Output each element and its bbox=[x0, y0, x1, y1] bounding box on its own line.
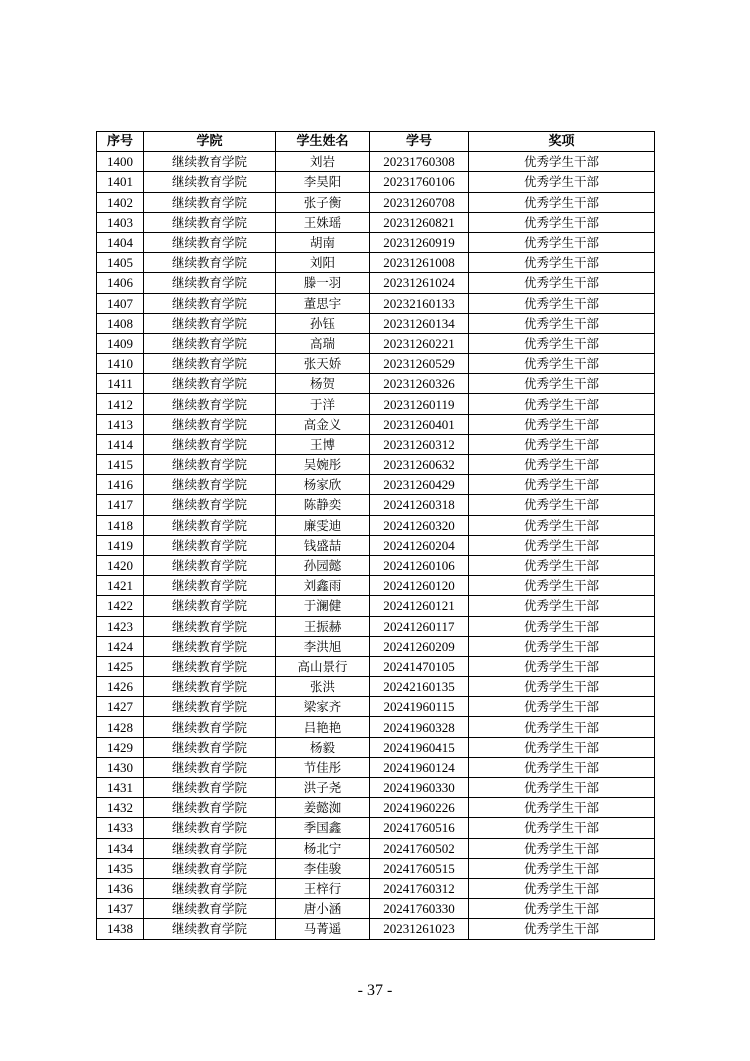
cell-award: 优秀学生干部 bbox=[469, 354, 655, 374]
cell-student-name: 王姝瑶 bbox=[276, 212, 370, 232]
cell-student-id: 20231261023 bbox=[370, 919, 469, 939]
cell-award: 优秀学生干部 bbox=[469, 818, 655, 838]
table-row bbox=[97, 192, 655, 212]
cell-student-id: 20231760308 bbox=[370, 152, 469, 172]
cell-award: 优秀学生干部 bbox=[469, 878, 655, 898]
cell-student-name: 李洪旭 bbox=[276, 636, 370, 656]
cell-index: 1408 bbox=[97, 313, 144, 333]
cell-award: 优秀学生干部 bbox=[469, 394, 655, 414]
cell-index: 1418 bbox=[97, 515, 144, 535]
cell-student-id: 20241260120 bbox=[370, 576, 469, 596]
cell-award: 优秀学生干部 bbox=[469, 273, 655, 293]
cell-student-id: 20241960124 bbox=[370, 757, 469, 777]
table-row bbox=[97, 394, 655, 414]
cell-award: 优秀学生干部 bbox=[469, 455, 655, 475]
cell-student-id: 20231260326 bbox=[370, 374, 469, 394]
cell-index: 1426 bbox=[97, 677, 144, 697]
cell-student-id: 20241760515 bbox=[370, 858, 469, 878]
cell-award: 优秀学生干部 bbox=[469, 475, 655, 495]
cell-student-id: 20231261008 bbox=[370, 253, 469, 273]
table-row bbox=[97, 172, 655, 192]
award-table bbox=[96, 131, 655, 940]
table-row bbox=[97, 273, 655, 293]
cell-student-id: 20231261024 bbox=[370, 273, 469, 293]
cell-student-id: 20231260312 bbox=[370, 434, 469, 454]
cell-student-id: 20241760312 bbox=[370, 878, 469, 898]
cell-student-id: 20231260401 bbox=[370, 414, 469, 434]
cell-student-name: 高金义 bbox=[276, 414, 370, 434]
cell-award: 优秀学生干部 bbox=[469, 778, 655, 798]
cell-award: 优秀学生干部 bbox=[469, 838, 655, 858]
cell-student-name: 于洋 bbox=[276, 394, 370, 414]
cell-college: 继续教育学院 bbox=[144, 677, 276, 697]
cell-student-name: 王振赫 bbox=[276, 616, 370, 636]
cell-index: 1410 bbox=[97, 354, 144, 374]
cell-student-id: 20241760330 bbox=[370, 899, 469, 919]
cell-student-id: 20241260320 bbox=[370, 515, 469, 535]
cell-index: 1401 bbox=[97, 172, 144, 192]
table-row bbox=[97, 253, 655, 273]
cell-index: 1431 bbox=[97, 778, 144, 798]
cell-student-name: 梁家齐 bbox=[276, 697, 370, 717]
cell-college: 继续教育学院 bbox=[144, 152, 276, 172]
table-row bbox=[97, 757, 655, 777]
cell-student-id: 20241260204 bbox=[370, 535, 469, 555]
cell-student-id: 20241960330 bbox=[370, 778, 469, 798]
table-row bbox=[97, 374, 655, 394]
cell-student-id: 20231260919 bbox=[370, 232, 469, 252]
cell-student-id: 20241260106 bbox=[370, 555, 469, 575]
cell-college: 继续教育学院 bbox=[144, 293, 276, 313]
cell-college: 继续教育学院 bbox=[144, 374, 276, 394]
cell-student-name: 吴婉彤 bbox=[276, 455, 370, 475]
cell-student-id: 20241260209 bbox=[370, 636, 469, 656]
cell-award: 优秀学生干部 bbox=[469, 515, 655, 535]
cell-award: 优秀学生干部 bbox=[469, 293, 655, 313]
cell-college: 继续教育学院 bbox=[144, 394, 276, 414]
cell-college: 继续教育学院 bbox=[144, 818, 276, 838]
cell-student-id: 20241960226 bbox=[370, 798, 469, 818]
cell-student-id: 20241260318 bbox=[370, 495, 469, 515]
cell-student-name: 高山景行 bbox=[276, 656, 370, 676]
cell-index: 1404 bbox=[97, 232, 144, 252]
cell-student-name: 杨北宁 bbox=[276, 838, 370, 858]
table-row bbox=[97, 232, 655, 252]
cell-award: 优秀学生干部 bbox=[469, 596, 655, 616]
table-row bbox=[97, 495, 655, 515]
cell-award: 优秀学生干部 bbox=[469, 798, 655, 818]
table-row bbox=[97, 697, 655, 717]
cell-award: 优秀学生干部 bbox=[469, 697, 655, 717]
cell-index: 1434 bbox=[97, 838, 144, 858]
cell-student-name: 孙园懿 bbox=[276, 555, 370, 575]
cell-college: 继续教育学院 bbox=[144, 878, 276, 898]
header-award: 奖项 bbox=[469, 132, 655, 152]
cell-index: 1429 bbox=[97, 737, 144, 757]
cell-award: 优秀学生干部 bbox=[469, 414, 655, 434]
cell-index: 1402 bbox=[97, 192, 144, 212]
cell-award: 优秀学生干部 bbox=[469, 899, 655, 919]
cell-student-name: 姜懿洳 bbox=[276, 798, 370, 818]
cell-student-id: 20242160135 bbox=[370, 677, 469, 697]
table-row bbox=[97, 677, 655, 697]
cell-student-name: 陈静奕 bbox=[276, 495, 370, 515]
cell-college: 继续教育学院 bbox=[144, 757, 276, 777]
cell-college: 继续教育学院 bbox=[144, 899, 276, 919]
cell-student-name: 杨贺 bbox=[276, 374, 370, 394]
cell-college: 继续教育学院 bbox=[144, 737, 276, 757]
cell-student-name: 董思宇 bbox=[276, 293, 370, 313]
table-row bbox=[97, 475, 655, 495]
table-row bbox=[97, 555, 655, 575]
cell-student-id: 20231260632 bbox=[370, 455, 469, 475]
cell-index: 1421 bbox=[97, 576, 144, 596]
table-row bbox=[97, 636, 655, 656]
cell-student-id: 20241960415 bbox=[370, 737, 469, 757]
cell-student-name: 廉雯迪 bbox=[276, 515, 370, 535]
cell-college: 继续教育学院 bbox=[144, 515, 276, 535]
cell-student-name: 季国鑫 bbox=[276, 818, 370, 838]
table-row bbox=[97, 858, 655, 878]
cell-student-id: 20231260529 bbox=[370, 354, 469, 374]
cell-college: 继续教育学院 bbox=[144, 778, 276, 798]
cell-college: 继续教育学院 bbox=[144, 838, 276, 858]
cell-student-name: 唐小涵 bbox=[276, 899, 370, 919]
cell-college: 继续教育学院 bbox=[144, 616, 276, 636]
cell-college: 继续教育学院 bbox=[144, 576, 276, 596]
cell-award: 优秀学生干部 bbox=[469, 152, 655, 172]
cell-college: 继续教育学院 bbox=[144, 535, 276, 555]
cell-college: 继续教育学院 bbox=[144, 495, 276, 515]
cell-index: 1422 bbox=[97, 596, 144, 616]
cell-award: 优秀学生干部 bbox=[469, 616, 655, 636]
cell-index: 1413 bbox=[97, 414, 144, 434]
cell-college: 继续教育学院 bbox=[144, 717, 276, 737]
cell-student-name: 于澜健 bbox=[276, 596, 370, 616]
cell-award: 优秀学生干部 bbox=[469, 656, 655, 676]
cell-index: 1438 bbox=[97, 919, 144, 939]
cell-award: 优秀学生干部 bbox=[469, 737, 655, 757]
cell-award: 优秀学生干部 bbox=[469, 434, 655, 454]
cell-index: 1423 bbox=[97, 616, 144, 636]
cell-college: 继续教育学院 bbox=[144, 192, 276, 212]
table-row bbox=[97, 737, 655, 757]
cell-student-name: 马菁遥 bbox=[276, 919, 370, 939]
cell-student-name: 胡南 bbox=[276, 232, 370, 252]
cell-student-name: 张天娇 bbox=[276, 354, 370, 374]
cell-college: 继续教育学院 bbox=[144, 555, 276, 575]
cell-index: 1428 bbox=[97, 717, 144, 737]
table-row bbox=[97, 152, 655, 172]
cell-student-name: 钱盛喆 bbox=[276, 535, 370, 555]
cell-college: 继续教育学院 bbox=[144, 253, 276, 273]
cell-award: 优秀学生干部 bbox=[469, 919, 655, 939]
cell-index: 1437 bbox=[97, 899, 144, 919]
table-row bbox=[97, 899, 655, 919]
cell-award: 优秀学生干部 bbox=[469, 313, 655, 333]
cell-student-name: 高瑞 bbox=[276, 333, 370, 353]
cell-student-id: 20231260134 bbox=[370, 313, 469, 333]
table-row bbox=[97, 576, 655, 596]
table-row bbox=[97, 313, 655, 333]
cell-student-name: 李昊阳 bbox=[276, 172, 370, 192]
cell-award: 优秀学生干部 bbox=[469, 333, 655, 353]
table-row bbox=[97, 717, 655, 737]
table-row bbox=[97, 333, 655, 353]
cell-college: 继续教育学院 bbox=[144, 858, 276, 878]
header-index: 序号 bbox=[97, 132, 144, 152]
table-row bbox=[97, 414, 655, 434]
cell-index: 1415 bbox=[97, 455, 144, 475]
cell-college: 继续教育学院 bbox=[144, 273, 276, 293]
cell-student-name: 杨家欣 bbox=[276, 475, 370, 495]
cell-college: 继续教育学院 bbox=[144, 656, 276, 676]
cell-college: 继续教育学院 bbox=[144, 919, 276, 939]
cell-student-name: 杨毅 bbox=[276, 737, 370, 757]
cell-award: 优秀学生干部 bbox=[469, 212, 655, 232]
table-row bbox=[97, 596, 655, 616]
cell-student-id: 20241960328 bbox=[370, 717, 469, 737]
cell-award: 优秀学生干部 bbox=[469, 374, 655, 394]
cell-college: 继续教育学院 bbox=[144, 212, 276, 232]
table-row bbox=[97, 656, 655, 676]
cell-award: 优秀学生干部 bbox=[469, 576, 655, 596]
table-body bbox=[97, 152, 655, 939]
cell-student-name: 张洪 bbox=[276, 677, 370, 697]
cell-index: 1436 bbox=[97, 878, 144, 898]
cell-student-id: 20241470105 bbox=[370, 656, 469, 676]
table-row bbox=[97, 293, 655, 313]
cell-index: 1414 bbox=[97, 434, 144, 454]
table-row bbox=[97, 455, 655, 475]
cell-student-name: 王博 bbox=[276, 434, 370, 454]
cell-award: 优秀学生干部 bbox=[469, 232, 655, 252]
cell-college: 继续教育学院 bbox=[144, 172, 276, 192]
cell-student-id: 20241760516 bbox=[370, 818, 469, 838]
cell-student-name: 刘鑫雨 bbox=[276, 576, 370, 596]
cell-award: 优秀学生干部 bbox=[469, 555, 655, 575]
cell-index: 1425 bbox=[97, 656, 144, 676]
cell-college: 继续教育学院 bbox=[144, 434, 276, 454]
cell-student-name: 张子衡 bbox=[276, 192, 370, 212]
cell-college: 继续教育学院 bbox=[144, 475, 276, 495]
cell-student-name: 李佳骏 bbox=[276, 858, 370, 878]
cell-award: 优秀学生干部 bbox=[469, 192, 655, 212]
cell-index: 1400 bbox=[97, 152, 144, 172]
cell-college: 继续教育学院 bbox=[144, 697, 276, 717]
cell-index: 1407 bbox=[97, 293, 144, 313]
cell-student-name: 滕一羽 bbox=[276, 273, 370, 293]
cell-award: 优秀学生干部 bbox=[469, 677, 655, 697]
cell-index: 1406 bbox=[97, 273, 144, 293]
cell-student-id: 20231260708 bbox=[370, 192, 469, 212]
table-header-row bbox=[97, 132, 655, 152]
table-row bbox=[97, 535, 655, 555]
cell-student-id: 20231260119 bbox=[370, 394, 469, 414]
cell-award: 优秀学生干部 bbox=[469, 757, 655, 777]
cell-award: 优秀学生干部 bbox=[469, 636, 655, 656]
cell-student-id: 20241960115 bbox=[370, 697, 469, 717]
table-row bbox=[97, 919, 655, 939]
page-number: - 37 - bbox=[357, 982, 393, 999]
cell-award: 优秀学生干部 bbox=[469, 717, 655, 737]
cell-award: 优秀学生干部 bbox=[469, 495, 655, 515]
cell-college: 继续教育学院 bbox=[144, 333, 276, 353]
cell-college: 继续教育学院 bbox=[144, 596, 276, 616]
cell-index: 1420 bbox=[97, 555, 144, 575]
table-row bbox=[97, 515, 655, 535]
table-row bbox=[97, 838, 655, 858]
header-college: 学院 bbox=[144, 132, 276, 152]
table-row bbox=[97, 798, 655, 818]
cell-index: 1433 bbox=[97, 818, 144, 838]
cell-student-id: 20231260429 bbox=[370, 475, 469, 495]
cell-index: 1411 bbox=[97, 374, 144, 394]
cell-award: 优秀学生干部 bbox=[469, 535, 655, 555]
cell-student-id: 20241760502 bbox=[370, 838, 469, 858]
cell-student-name: 刘阳 bbox=[276, 253, 370, 273]
cell-index: 1419 bbox=[97, 535, 144, 555]
cell-index: 1435 bbox=[97, 858, 144, 878]
cell-college: 继续教育学院 bbox=[144, 232, 276, 252]
cell-student-name: 刘岩 bbox=[276, 152, 370, 172]
header-student-name: 学生姓名 bbox=[276, 132, 370, 152]
table-row bbox=[97, 818, 655, 838]
cell-college: 继续教育学院 bbox=[144, 455, 276, 475]
cell-college: 继续教育学院 bbox=[144, 798, 276, 818]
cell-student-id: 20231260221 bbox=[370, 333, 469, 353]
table-row bbox=[97, 616, 655, 636]
cell-index: 1432 bbox=[97, 798, 144, 818]
cell-index: 1427 bbox=[97, 697, 144, 717]
cell-index: 1430 bbox=[97, 757, 144, 777]
cell-student-name: 孙钰 bbox=[276, 313, 370, 333]
cell-college: 继续教育学院 bbox=[144, 313, 276, 333]
table-row bbox=[97, 434, 655, 454]
cell-index: 1416 bbox=[97, 475, 144, 495]
cell-index: 1403 bbox=[97, 212, 144, 232]
table-row bbox=[97, 212, 655, 232]
cell-student-id: 20231760106 bbox=[370, 172, 469, 192]
cell-college: 继续教育学院 bbox=[144, 414, 276, 434]
cell-student-id: 20241260121 bbox=[370, 596, 469, 616]
cell-college: 继续教育学院 bbox=[144, 636, 276, 656]
table-row bbox=[97, 778, 655, 798]
cell-award: 优秀学生干部 bbox=[469, 253, 655, 273]
cell-index: 1424 bbox=[97, 636, 144, 656]
cell-student-name: 王梓行 bbox=[276, 878, 370, 898]
cell-index: 1417 bbox=[97, 495, 144, 515]
cell-student-id: 20231260821 bbox=[370, 212, 469, 232]
table-row bbox=[97, 878, 655, 898]
cell-student-name: 节佳彤 bbox=[276, 757, 370, 777]
cell-student-name: 洪子尧 bbox=[276, 778, 370, 798]
header-student-id: 学号 bbox=[370, 132, 469, 152]
cell-student-id: 20232160133 bbox=[370, 293, 469, 313]
cell-index: 1405 bbox=[97, 253, 144, 273]
table-row bbox=[97, 354, 655, 374]
cell-award: 优秀学生干部 bbox=[469, 858, 655, 878]
cell-student-id: 20241260117 bbox=[370, 616, 469, 636]
cell-award: 优秀学生干部 bbox=[469, 172, 655, 192]
cell-college: 继续教育学院 bbox=[144, 354, 276, 374]
cell-student-name: 吕艳艳 bbox=[276, 717, 370, 737]
cell-index: 1412 bbox=[97, 394, 144, 414]
cell-index: 1409 bbox=[97, 333, 144, 353]
